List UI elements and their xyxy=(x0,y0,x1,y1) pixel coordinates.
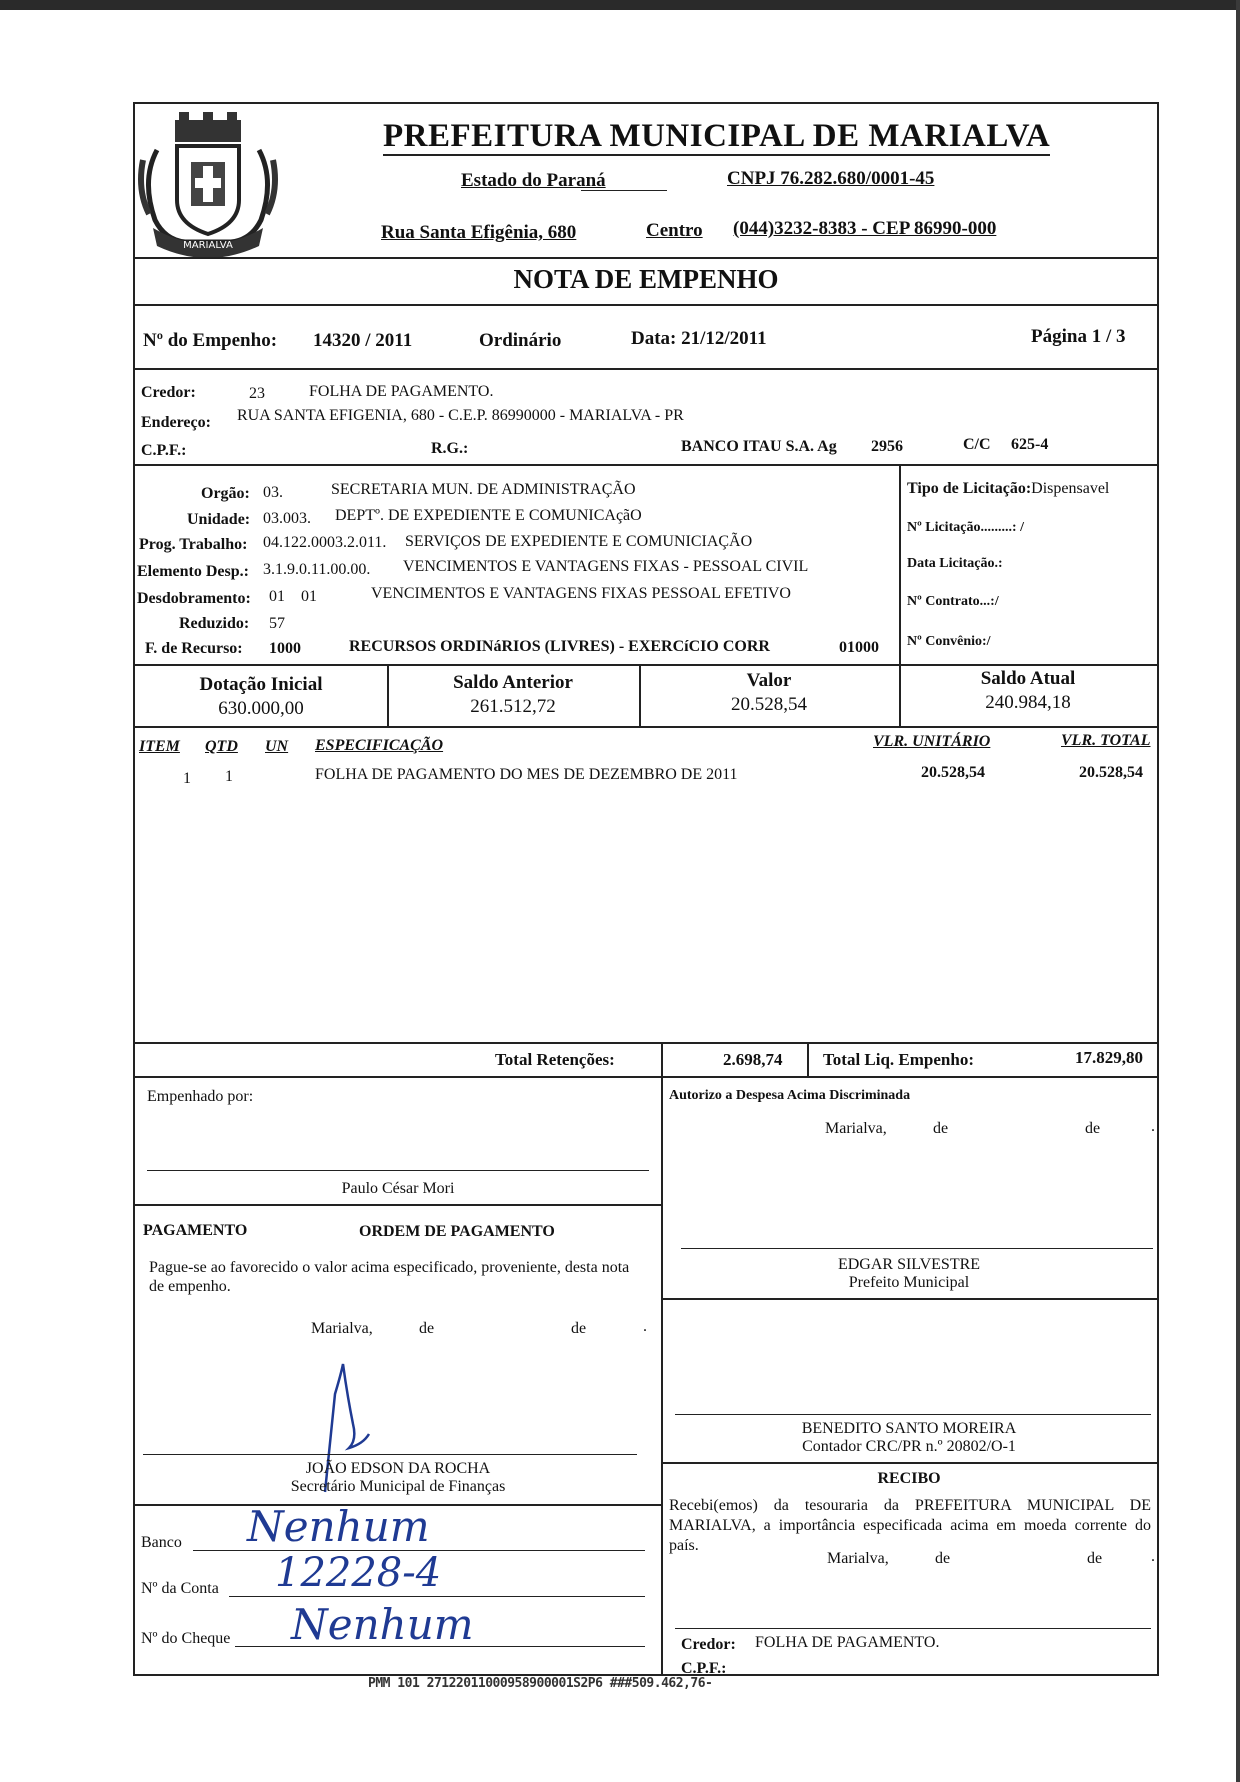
empenhado-label: Empenhado por: xyxy=(147,1088,254,1105)
divider xyxy=(661,1298,1157,1300)
item-unit-value: 20.528,54 xyxy=(921,764,985,781)
empenho-number-label: Nº do Empenho: xyxy=(143,330,278,351)
items-header-total: VLR. TOTAL xyxy=(1061,732,1151,749)
reduzido-label: Reduzido: xyxy=(179,615,250,632)
cc-label: C/C xyxy=(963,436,991,453)
banco-handwritten: Nenhum xyxy=(247,1502,430,1551)
unidade-label: Unidade: xyxy=(187,511,251,528)
convenio-number: Nº Convênio:/ xyxy=(907,634,991,649)
prog-label: Prog. Trabalho: xyxy=(139,536,248,553)
cheque-handwritten: Nenhum xyxy=(291,1600,474,1649)
credor-label: Credor: xyxy=(141,384,196,401)
recibo-text: Recebi(emos) da tesouraria da PREFEITURA MUNICIPAL DE MARIALVA, a importância especificada acima em moeda corrente do país. xyxy=(669,1497,1151,1554)
autorizo-place: Marialva, xyxy=(825,1120,887,1137)
valor-label: Valor xyxy=(746,670,792,691)
licitacao-tipo-label: Tipo de Licitação: xyxy=(907,480,1032,497)
saldo-anterior-value: 261.512,72 xyxy=(470,696,556,717)
banco-label: Banco xyxy=(141,1534,182,1551)
pagamento-period: . xyxy=(643,1318,647,1335)
recibo-place: Marialva, xyxy=(827,1550,889,1567)
desdobramento-name: VENCIMENTOS E VANTAGENS FIXAS PESSOAL EFETIVO xyxy=(371,585,791,602)
pagamento-de-2: de xyxy=(571,1320,587,1337)
licitacao-tipo xyxy=(907,480,1109,498)
phone-cep-label: (044)3232-8383 - CEP 86990-000 xyxy=(733,218,997,239)
divider xyxy=(661,1076,663,1676)
credor-address: RUA SANTA EFIGENIA, 680 - C.E.P. 86990000 - MARIALVA - PR xyxy=(237,407,684,424)
divider xyxy=(135,1042,1157,1044)
recurso-name: RECURSOS ORDINáRIOS (LIVRES) - EXERCíCIO CORR xyxy=(349,638,770,655)
autorizo-period: . xyxy=(1151,1118,1155,1135)
prefeitura-title: PREFEITURA MUNICIPAL DE MARIALVA xyxy=(383,118,1051,154)
licitacao-data: Data Licitação.: xyxy=(907,556,1003,571)
items-header-spec: ESPECIFICAÇÃO xyxy=(315,737,444,754)
neighborhood-label: Centro xyxy=(646,220,703,241)
licitacao-numero: Nº Licitação.........: / xyxy=(907,520,1024,535)
autorizo-name: EDGAR SILVESTRE xyxy=(837,1256,981,1273)
recurso-number: 01000 xyxy=(839,639,879,656)
cheque-label: Nº do Cheque xyxy=(141,1630,231,1647)
items-header-unit: VLR. UNITÁRIO xyxy=(873,733,991,750)
scan-top-edge xyxy=(0,0,1240,10)
recibo-de-2: de xyxy=(1087,1550,1103,1567)
footer-code: PMM 101 27122011000958900001S2P6 ###509.462,76- xyxy=(368,1676,713,1691)
prog-code: 04.122.0003.2.011. xyxy=(263,534,387,551)
empenho-type: Ordinário xyxy=(479,330,562,351)
liquido-label: Total Liq. Empenho: xyxy=(823,1050,974,1069)
empenho-date: Data: 21/12/2011 xyxy=(631,328,767,349)
liquido-value: 17.829,80 xyxy=(1075,1048,1143,1067)
coat-of-arms-icon xyxy=(135,110,281,258)
cc-number: 625-4 xyxy=(1011,436,1049,453)
divider xyxy=(661,1462,1157,1464)
contrato-number: Nº Contrato...:/ xyxy=(907,594,999,609)
recibo-title: RECIBO xyxy=(877,1470,941,1487)
svg-text:MARIALVA: MARIALVA xyxy=(183,240,233,251)
pagamento-place: Marialva, xyxy=(311,1320,373,1337)
conta-label: Nº da Conta xyxy=(141,1580,219,1597)
autorizo-de-2: de xyxy=(1085,1120,1101,1137)
desdobramento-code: 01 01 xyxy=(269,588,317,605)
signature-line xyxy=(681,1248,1153,1249)
recibo-period: . xyxy=(1151,1548,1155,1565)
signature-line xyxy=(675,1628,1151,1629)
autorizo-role: Prefeito Municipal xyxy=(848,1274,970,1291)
orgao-label: Orgão: xyxy=(201,485,250,502)
divider xyxy=(135,1076,1157,1078)
items-header-un: UN xyxy=(265,738,289,755)
elemento-name: VENCIMENTOS E VANTAGENS FIXAS - PESSOAL CIVIL xyxy=(403,558,809,575)
signature-line xyxy=(147,1170,649,1171)
saldo-anterior-label: Saldo Anterior xyxy=(453,672,573,693)
elemento-label: Elemento Desp.: xyxy=(137,563,249,580)
pagamento-name: JOÃO EDSON DA ROCHA xyxy=(305,1460,491,1477)
ordem-pagamento-label: ORDEM DE PAGAMENTO xyxy=(359,1223,555,1240)
item-qtd: 1 xyxy=(225,768,233,785)
reduzido-value: 57 xyxy=(269,615,285,632)
item-spec: FOLHA DE PAGAMENTO DO MES DE DEZEMBRO DE 2011 xyxy=(315,766,738,783)
pagamento-role: Secretário Municipal de Finanças xyxy=(290,1478,506,1495)
retencoes-label: Total Retenções: xyxy=(495,1050,615,1069)
dotacao-value: 630.000,00 xyxy=(218,698,304,719)
pagamento-de-1: de xyxy=(419,1320,435,1337)
divider xyxy=(807,1042,809,1076)
recibo-de-1: de xyxy=(935,1550,951,1567)
orgao-name: SECRETARIA MUN. DE ADMINISTRAÇÃO xyxy=(331,481,636,498)
credor-code: 23 xyxy=(249,385,265,402)
divider xyxy=(899,464,901,664)
dotacao-label: Dotação Inicial xyxy=(199,674,323,695)
items-header-item: ITEM xyxy=(139,738,180,755)
cpf-label: C.P.F.: xyxy=(141,442,187,459)
divider xyxy=(135,464,1157,466)
unidade-name: DEPTº. DE EXPEDIENTE E COMUNICAçãO xyxy=(335,507,642,524)
scan-right-edge xyxy=(1236,0,1240,1782)
signature-line xyxy=(143,1454,637,1455)
divider xyxy=(135,304,1157,306)
recurso-label: F. de Recurso: xyxy=(145,640,243,657)
address-label: Endereço: xyxy=(141,414,211,431)
contador-name: BENEDITO SANTO MOREIRA xyxy=(801,1420,1017,1437)
desdobramento-label: Desdobramento: xyxy=(137,590,251,607)
state-label: Estado do Paraná xyxy=(461,170,606,191)
item-number: 1 xyxy=(183,770,191,787)
retencoes-value: 2.698,74 xyxy=(723,1050,783,1069)
conta-handwritten: 12228-4 xyxy=(275,1550,442,1596)
bank-agency: 2956 xyxy=(871,438,903,455)
divider xyxy=(135,257,1157,259)
street-label: Rua Santa Efigênia, 680 xyxy=(381,222,577,243)
divider xyxy=(135,368,1157,370)
contador-role: Contador CRC/PR n.º 20802/O-1 xyxy=(802,1438,1016,1455)
licitacao-tipo-value: Dispensavel xyxy=(1031,480,1110,497)
signature-line xyxy=(675,1414,1151,1415)
cnpj-label: CNPJ 76.282.680/0001-45 xyxy=(727,168,935,189)
document-title: NOTA DE EMPENHO xyxy=(513,264,779,294)
elemento-code: 3.1.9.0.11.00.00. xyxy=(263,561,371,578)
autorizo-de-1: de xyxy=(933,1120,949,1137)
item-total-value: 20.528,54 xyxy=(1079,764,1143,781)
recibo-credor-name: FOLHA DE PAGAMENTO. xyxy=(755,1634,940,1651)
orgao-code: 03. xyxy=(263,484,283,501)
divider xyxy=(135,1204,661,1206)
conta-line xyxy=(229,1596,645,1597)
nota-de-empenho-form xyxy=(133,102,1159,1676)
recibo-credor-label: Credor: xyxy=(681,1636,736,1653)
saldo-atual-label: Saldo Atual xyxy=(980,668,1076,689)
page-indicator: Página 1 / 3 xyxy=(1031,326,1126,347)
items-header-qtd: QTD xyxy=(205,738,238,755)
pagamento-text: Pague-se ao favorecido o valor acima especificado, proveniente, desta nota de empenho. xyxy=(149,1259,630,1295)
credor-name: FOLHA DE PAGAMENTO. xyxy=(309,383,494,400)
rg-label: R.G.: xyxy=(431,440,469,457)
empenhado-name: Paulo César Mori xyxy=(341,1180,455,1197)
autorizo-label: Autorizo a Despesa Acima Discriminada xyxy=(669,1088,911,1103)
header-rule xyxy=(581,190,667,191)
recurso-code: 1000 xyxy=(269,640,301,657)
valor-value: 20.528,54 xyxy=(731,694,807,715)
recibo-cpf-label: C.P.F.: xyxy=(681,1660,727,1677)
prog-name: SERVIÇOS DE EXPEDIENTE E COMUNICIAÇÃO xyxy=(405,533,753,550)
saldo-atual-value: 240.984,18 xyxy=(985,692,1071,713)
empenho-number: 14320 / 2011 xyxy=(313,330,413,351)
bank-name: BANCO ITAU S.A. Ag xyxy=(681,438,837,455)
pagamento-label: PAGAMENTO xyxy=(143,1222,248,1239)
divider xyxy=(135,664,1157,666)
divider xyxy=(135,726,1157,728)
unidade-code: 03.003. xyxy=(263,510,311,527)
